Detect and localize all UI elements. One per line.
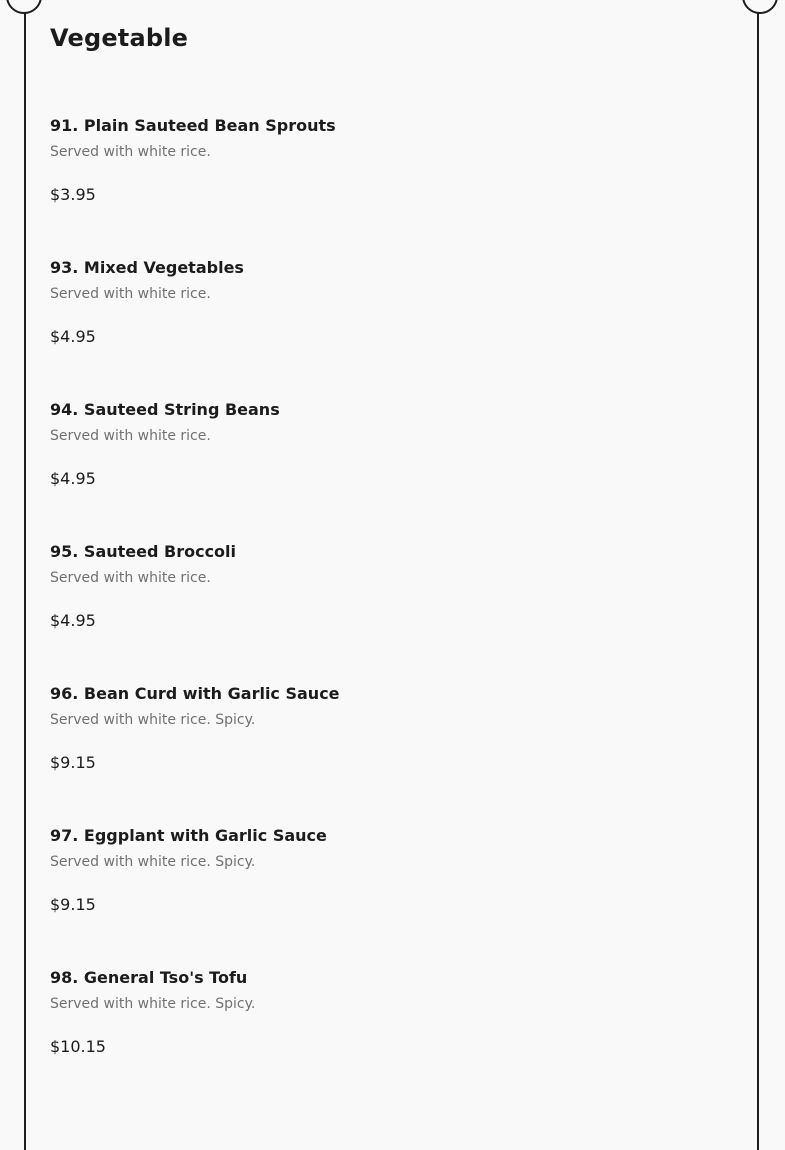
section-title: Vegetable [50,24,189,52]
item-name[interactable]: 98. General Tso's Tofu [50,968,248,987]
item-price: $9.15 [50,895,96,914]
item-price: $9.15 [50,753,96,772]
item-name[interactable]: 93. Mixed Vegetables [50,258,244,277]
item-price: $10.15 [50,1037,106,1056]
item-price: $3.95 [50,185,96,204]
menu-item[interactable] [50,398,740,540]
item-name[interactable]: 95. Sauteed Broccoli [50,542,237,561]
item-description: Served with white rice. [50,428,211,444]
item-name[interactable]: 96. Bean Curd with Garlic Sauce [50,684,340,703]
item-description: Served with white rice. Spicy. [50,996,256,1012]
item-name[interactable]: 91. Plain Sauteed Bean Sprouts [50,116,336,135]
menu-item[interactable] [50,540,740,682]
item-name[interactable]: 97. Eggplant with Garlic Sauce [50,826,327,845]
item-description: Served with white rice. Spicy. [50,712,256,728]
item-price: $4.95 [50,327,96,346]
item-description: Served with white rice. [50,144,211,160]
menu-item[interactable] [50,256,740,398]
menu-item[interactable] [50,682,740,824]
item-price: $4.95 [50,611,96,630]
item-description: Served with white rice. [50,286,211,302]
item-name[interactable]: 94. Sauteed String Beans [50,400,280,419]
menu-item[interactable] [50,966,740,1108]
item-description: Served with white rice. [50,570,211,586]
menu-item-list [50,114,740,1108]
item-price: $4.95 [50,469,96,488]
menu-item[interactable] [50,114,740,256]
item-description: Served with white rice. Spicy. [50,854,256,870]
menu-item[interactable] [50,824,740,966]
